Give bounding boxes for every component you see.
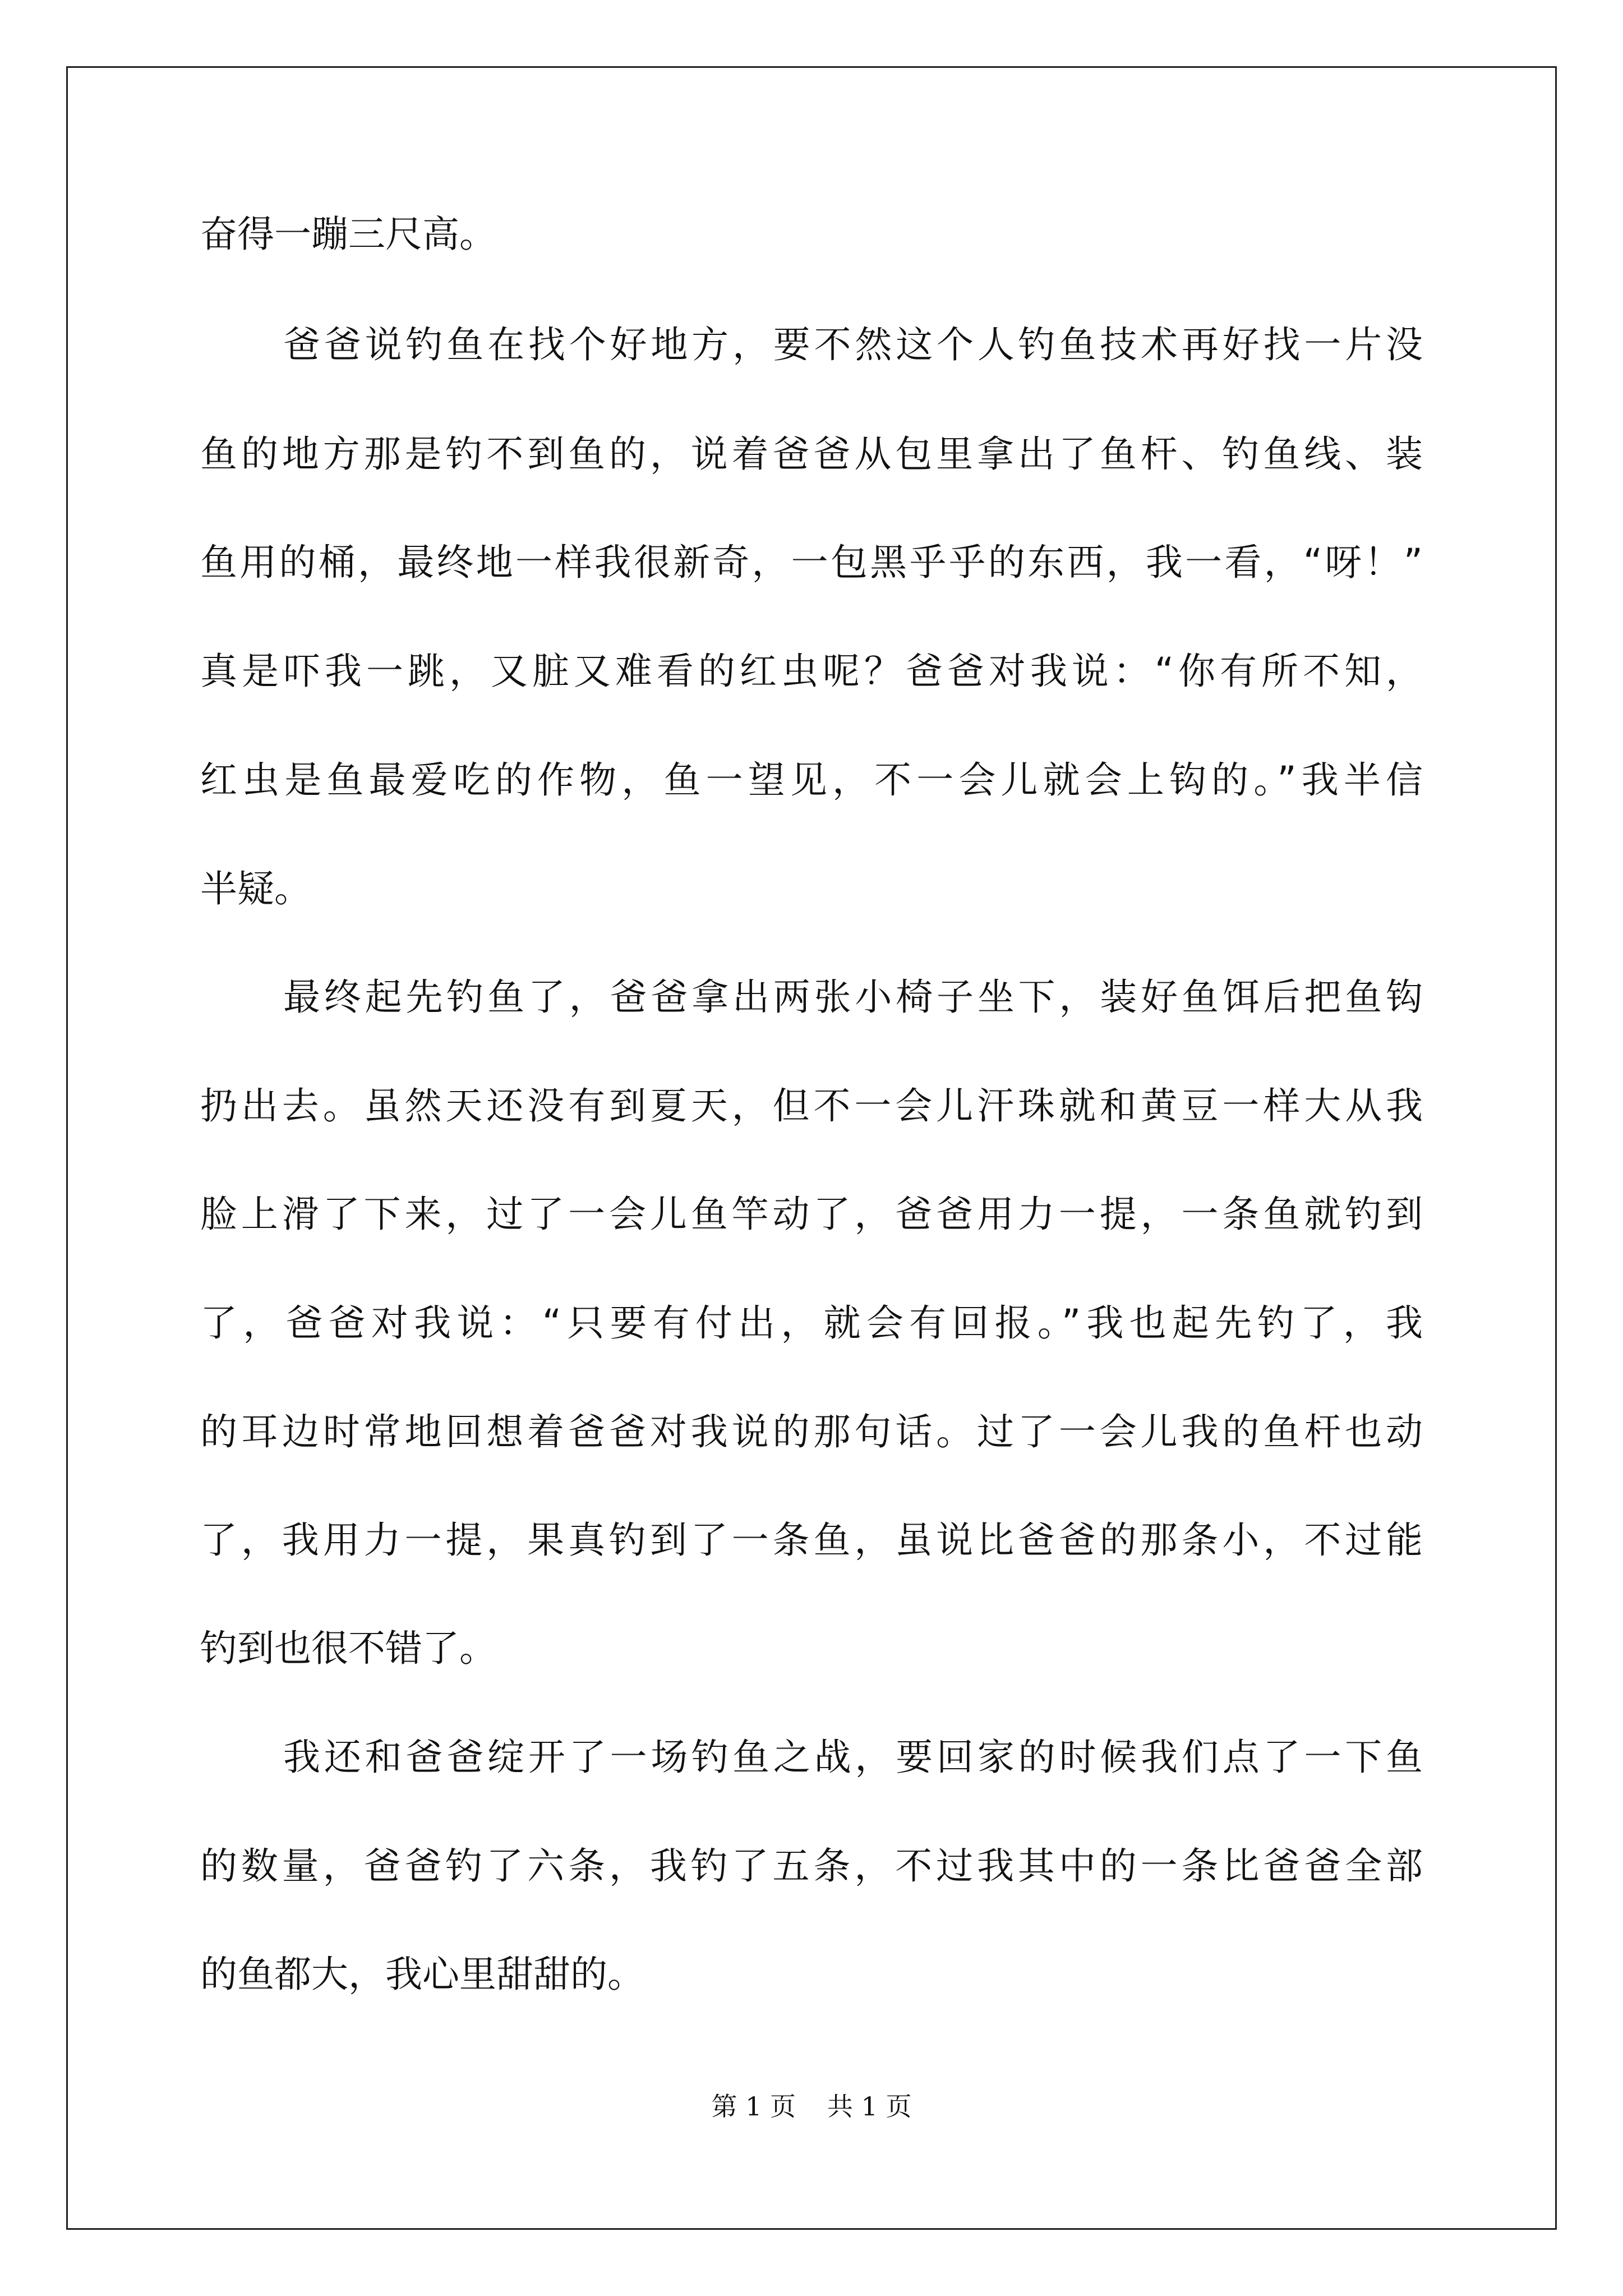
text-line: 了，爸爸对我说：“只要有付出，就会有回报。”我也起先钓了，我: [200, 1301, 1423, 1345]
text-line: 鱼的地方那是钓不到鱼的，说着爸爸从包里拿出了鱼杆、钓鱼线、装: [200, 432, 1423, 476]
text-line: 红虫是鱼最爱吃的作物，鱼一望见，不一会儿就会上钩的。”我半信: [200, 758, 1423, 802]
page-border: [66, 66, 1557, 2230]
text-line: 的耳边时常地回想着爸爸对我说的那句话。过了一会儿我的鱼杆也动: [200, 1410, 1423, 1453]
text-line: 的鱼都大，我心里甜甜的。: [200, 1953, 644, 1996]
text-line: 了，我用力一提，果真钓到了一条鱼，虽说比爸爸的那条小，不过能: [200, 1519, 1423, 1562]
page-total: 共 1 页: [827, 2091, 912, 2122]
text-line: 扔出去。虽然天还没有到夏天，但不一会儿汗珠就和黄豆一样大从我: [200, 1084, 1423, 1128]
text-line: 的数量，爸爸钓了六条，我钓了五条，不过我其中的一条比爸爸全部: [200, 1844, 1423, 1888]
text-line: 半疑。: [200, 867, 311, 910]
text-line: 真是吓我一跳，又脏又难看的红虫呢？爸爸对我说：“你有所不知，: [200, 650, 1423, 693]
paragraph-first-line: 我还和爸爸绽开了一场钓鱼之战，要回家的时候我们点了一下鱼: [283, 1736, 1423, 1779]
paragraph-first-line: 爸爸说钓鱼在找个好地方，要不然这个人钓鱼技术再好找一片没: [283, 323, 1423, 366]
page-footer: [0, 2091, 1623, 2122]
text-line: 脸上滑了下来，过了一会儿鱼竿动了，爸爸用力一提，一条鱼就钓到: [200, 1193, 1423, 1236]
text-line: 奋得一蹦三尺高。: [200, 213, 496, 256]
text-line: 鱼用的桶，最终地一样我很新奇，一包黑乎乎的东西，我一看，“呀！”: [200, 541, 1423, 584]
text-line: 钓到也很不错了。: [200, 1627, 496, 1670]
paragraph-first-line: 最终起先钓鱼了，爸爸拿出两张小椅子坐下，装好鱼饵后把鱼钩: [283, 976, 1423, 1019]
page-number: 第 1 页: [711, 2091, 796, 2122]
